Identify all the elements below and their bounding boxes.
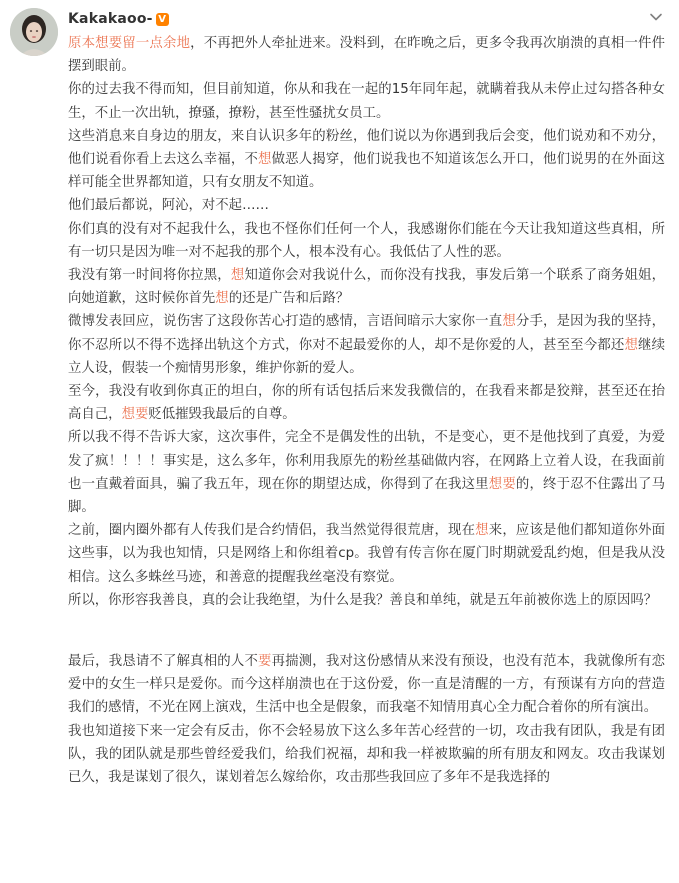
post-paragraph xyxy=(68,589,665,612)
text-segment: 微博发表回应，说伤害了这段你苦心打造的感情，言语间暗示大家你一直 xyxy=(68,314,503,330)
text-segment: 你们真的没有对不起我什么，我也不怪你们任何一个人，我感谢你们能在今天让我知道这些真相，所有一切只是因为唯一对不起我的那个人，根本没有心。我低估了人性的恶。 xyxy=(68,221,665,260)
text-segment: 继续立人设，假装一个痴情男形象，维护你新的爱人。 xyxy=(68,337,666,376)
post-paragraph xyxy=(68,218,665,264)
text-segment: 这些消息来自身边的朋友，来自认识多年的粉丝，他们说以为你遇到我后会变，他们说劝和不劝分，他们说看你看上去这么幸福，不 xyxy=(68,128,665,168)
username[interactable]: Kakakaoo- xyxy=(68,11,153,27)
text-segment: 至今，我没有收到你真正的坦白，你的所有话包括后来发我微信的，在我看来都是狡辩，甚至还在抬高自己， xyxy=(68,384,665,423)
text-segment: 你的过去我不得而知，但目前知道，你从和我在一起的15年同年起，就瞒着我从未停止过勾搭各种女生，不止一次出轨，撩骚，撩粉，甚至性骚扰女员工。 xyxy=(68,82,665,121)
text-segment: 知道你会对我说什么，而你没有找我，事发后第一个联系了商务姐姐，向她道歉，这时候你首先 xyxy=(68,268,666,307)
text-segment: 做恶人揭穿，他们说我也不知道该怎么开口，他们说男的在外面这样可能全世界都知道，只有女朋友不知道。 xyxy=(68,152,666,191)
keyword-link[interactable]: 想 xyxy=(502,314,516,330)
text-segment: 来，应该是他们都知道你外面这些事，以为我也知情，只是网络上和你组着cp。我曾有传言你在厦门时期就爱乱约炮，但是我从没相信。这么多蛛丝马迹，和善意的提醒我丝毫没有察觉。 xyxy=(68,523,666,585)
text-segment: ，不再把外人牵扯进来。没料到，在昨晚之后，更多令我再次崩溃的真相一件件摆到眼前。 xyxy=(68,36,666,75)
blank-line xyxy=(68,612,665,650)
post-paragraph xyxy=(68,650,665,720)
post-paragraph xyxy=(68,264,665,310)
post-paragraph xyxy=(68,426,665,519)
keyword-link[interactable]: 想 xyxy=(475,523,489,539)
keyword-link[interactable]: 想 xyxy=(258,152,272,168)
text-segment: 再揣测，我对这份感情从来没有预设，也没有范本，我就像所有恋爱中的女生一样只是爱你。而今这样崩溃也在于这份爱，你一直是清醒的一方，有预谋有方向的营造我们的感情，不光在网上演戏，生活中也全是假象，而我毫不知情用真心全力配合着你的所有演出。 xyxy=(68,654,666,716)
post-paragraph xyxy=(68,32,665,78)
verified-badge-icon: V xyxy=(156,13,169,26)
text-segment: 的还是广告和后路？ xyxy=(228,291,350,307)
post-content xyxy=(68,32,665,789)
keyword-link[interactable]: 想 xyxy=(624,337,639,353)
keyword-link[interactable]: 原本想要留一点余地 xyxy=(68,36,191,51)
post-paragraph xyxy=(68,194,665,217)
text-segment: 分手，是因为我的坚持，你不忍所以不得不选择出轨这个方式，你对不起最爱你的人，却不是你爱的人，甚至至今都还 xyxy=(68,314,666,353)
text-segment: 他们最后都说，阿沁，对不起…… xyxy=(68,198,269,214)
text-segment: 的，终于忍不住露出了马脚。 xyxy=(68,476,666,516)
keyword-link[interactable]: 想 xyxy=(215,291,229,307)
avatar[interactable] xyxy=(10,8,58,56)
keyword-link[interactable]: 想要 xyxy=(121,407,149,423)
post-paragraph xyxy=(68,519,665,589)
text-segment: 我也知道接下来一定会有反击，你不会轻易放下这么多年苦心经营的一切，攻击我有团队，我是有团队，我的团队就是那些曾经爱我们，给我们祝福，却和我一样被欺骗的所有朋友和网友。攻击我谋划已久，我是谋划了很久，谋划着怎么嫁给你，攻击那些我回应了多年不是我选择的 xyxy=(68,723,665,786)
post-paragraph xyxy=(68,720,665,790)
post-paragraph xyxy=(68,380,665,426)
post-paragraph xyxy=(68,310,665,380)
text-segment: 所以，你形容我善良，真的会让我绝望，为什么是我？善良和单纯，就是五年前被你选上的原因吗？ xyxy=(68,592,658,608)
text-segment: 最后，我恳请不了解真相的人不 xyxy=(68,654,259,670)
keyword-link[interactable]: 要 xyxy=(258,654,272,670)
text-segment: 之前，圈内圈外都有人传我们是合约情侣，我当然觉得很荒唐，现在 xyxy=(68,523,476,539)
text-segment: 贬低摧毁我最后的自尊。 xyxy=(148,407,296,423)
keyword-link[interactable]: 想 xyxy=(230,268,245,284)
text-segment: 所以我不得不告诉大家，这次事件，完全不是偶发性的出轨，不是变心，更不是他找到了真爱，为爱发了疯！！！！事实是，这么多年，你利用我原先的粉丝基础做内容，在网路上立着人设，在我面前也一直戴着面具，骗了我五年，现在你的期望达成，你得到了在我这里 xyxy=(68,430,665,492)
avatar-portrait xyxy=(10,8,58,56)
chevron-down-icon[interactable] xyxy=(649,10,663,24)
post-paragraph xyxy=(68,125,665,195)
keyword-link[interactable]: 想要 xyxy=(488,476,516,492)
post-header xyxy=(68,8,169,30)
text-segment: 我没有第一时间将你拉黑， xyxy=(68,268,231,284)
post-paragraph xyxy=(68,78,665,124)
